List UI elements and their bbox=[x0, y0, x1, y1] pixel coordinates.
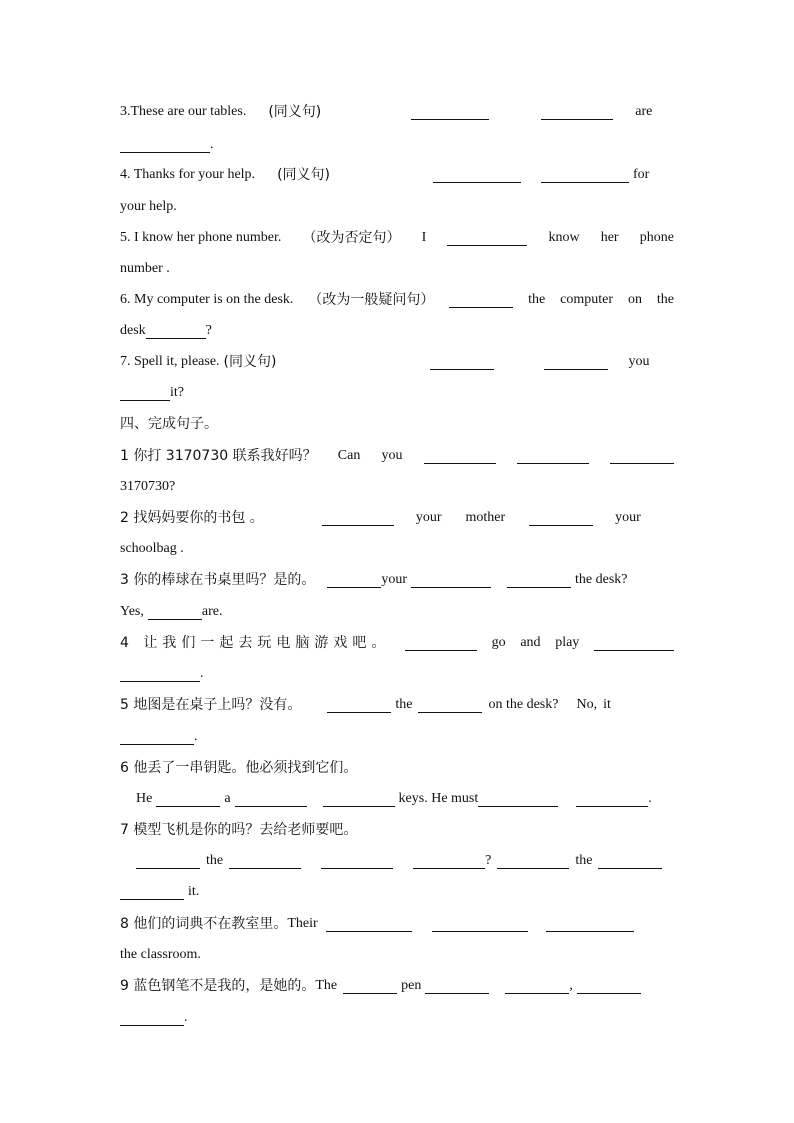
q6-hint: （改为一般疑问句） bbox=[308, 292, 435, 308]
s1-chinese: 1 你打 3170730 联系我好吗？ bbox=[120, 448, 317, 464]
s8-line bbox=[120, 912, 674, 932]
q6-question-mark: ? bbox=[205, 323, 212, 338]
s2-word-your: your bbox=[415, 510, 442, 525]
answer-blank[interactable] bbox=[447, 231, 527, 246]
answer-blank[interactable] bbox=[449, 293, 513, 308]
answer-blank[interactable] bbox=[541, 168, 629, 183]
q6-word-computer: computer bbox=[560, 292, 614, 307]
q5-line bbox=[120, 226, 674, 246]
s1-word-you: you bbox=[381, 448, 403, 463]
s5-line-2 bbox=[120, 725, 674, 745]
answer-blank[interactable] bbox=[425, 979, 489, 994]
s6-word-a: a bbox=[224, 791, 231, 806]
s6-word-he: He bbox=[136, 791, 153, 806]
s1-word-can: Can bbox=[337, 448, 361, 463]
s9-line-2 bbox=[120, 1006, 674, 1026]
s2-word-mother: mother bbox=[465, 510, 506, 525]
s4-word-and: and bbox=[520, 635, 541, 650]
answer-blank[interactable] bbox=[120, 138, 210, 153]
q4-line bbox=[120, 163, 674, 183]
s7-word-the-2: the bbox=[575, 853, 593, 868]
q6-sentence: 6. My computer is on the desk. bbox=[120, 292, 294, 307]
s5-word-on-the-desk: on the desk? bbox=[488, 697, 559, 712]
answer-blank[interactable] bbox=[146, 324, 206, 339]
s3-word-the-desk: the desk? bbox=[575, 572, 628, 587]
answer-blank[interactable] bbox=[343, 979, 397, 994]
q4-line-2 bbox=[120, 195, 674, 215]
q6-word-the-2: the bbox=[656, 292, 674, 307]
q5-word-know: know bbox=[548, 230, 580, 245]
s9-line bbox=[120, 974, 674, 994]
s2-chinese: 2 找妈妈要你的书包 。 bbox=[120, 510, 264, 526]
answer-blank[interactable] bbox=[577, 979, 641, 994]
q3-word-are: are bbox=[635, 104, 653, 119]
q5-continuation: number . bbox=[120, 261, 170, 276]
s7-word-the: the bbox=[206, 853, 224, 868]
s5-word-no: No, bbox=[576, 697, 598, 712]
section-4-title: 四、完成句子。 bbox=[120, 416, 218, 432]
s8-line-2 bbox=[120, 943, 674, 963]
answer-blank[interactable] bbox=[321, 854, 393, 869]
answer-blank[interactable] bbox=[413, 854, 485, 869]
s3-word-yes: Yes, bbox=[120, 604, 144, 619]
answer-blank[interactable] bbox=[433, 168, 521, 183]
q3-sentence: 3.These are our tables. bbox=[120, 104, 247, 119]
answer-blank[interactable] bbox=[576, 792, 648, 807]
answer-blank[interactable] bbox=[517, 449, 589, 464]
answer-blank[interactable] bbox=[610, 449, 674, 464]
answer-blank[interactable] bbox=[478, 792, 558, 807]
q5-sentence: 5. I know her phone number. bbox=[120, 230, 282, 245]
answer-blank[interactable] bbox=[405, 636, 477, 651]
answer-blank[interactable] bbox=[327, 698, 391, 713]
q4-sentence: 4. Thanks for your help. bbox=[120, 167, 256, 182]
answer-blank[interactable] bbox=[120, 885, 184, 900]
s7-heading-line bbox=[120, 818, 674, 838]
q7-word-it: it? bbox=[170, 385, 184, 400]
s6-heading-line bbox=[120, 756, 674, 776]
q6-line-2 bbox=[120, 319, 674, 339]
q4-word-for: for bbox=[633, 167, 650, 182]
answer-blank[interactable] bbox=[594, 636, 674, 651]
s6-word-keys-he-must: keys. He must bbox=[398, 791, 479, 806]
s7-line-2 bbox=[120, 880, 674, 900]
s6-chinese: 6 他丢了一串钥匙。他必须找到它们。 bbox=[120, 760, 358, 776]
s4-line-2 bbox=[120, 662, 674, 682]
s9-word-the: The bbox=[315, 978, 338, 993]
q5-line-2 bbox=[120, 257, 674, 277]
s7-word-it: it. bbox=[188, 884, 200, 899]
s2-continuation: schoolbag . bbox=[120, 541, 184, 556]
answer-blank[interactable] bbox=[326, 917, 412, 932]
q7-line bbox=[120, 350, 674, 370]
s1-line-2 bbox=[120, 475, 674, 495]
answer-blank[interactable] bbox=[156, 792, 220, 807]
answer-blank[interactable] bbox=[544, 355, 608, 370]
s9-chinese: 9 蓝色钢笔不是我的，是她的。 bbox=[120, 978, 316, 994]
s4-chinese: 4 让我们一起去玩电脑游戏吧。 bbox=[120, 635, 391, 651]
answer-blank[interactable] bbox=[323, 792, 395, 807]
s8-word-their: Their bbox=[287, 916, 318, 931]
s1-number: 3170730? bbox=[120, 479, 176, 494]
q7-sentence: 7. Spell it, please. bbox=[120, 354, 220, 369]
answer-blank[interactable] bbox=[120, 1011, 184, 1026]
answer-blank[interactable] bbox=[424, 449, 496, 464]
s3-line bbox=[120, 568, 674, 588]
s4-period: . bbox=[200, 666, 204, 681]
s8-chinese: 8 他们的词典不在教室里。 bbox=[120, 916, 288, 932]
answer-blank[interactable] bbox=[411, 573, 491, 588]
s2-line-2 bbox=[120, 537, 674, 557]
answer-blank[interactable] bbox=[327, 573, 381, 588]
answer-blank[interactable] bbox=[598, 854, 662, 869]
answer-blank[interactable] bbox=[136, 854, 200, 869]
s4-word-go: go bbox=[491, 635, 506, 650]
answer-blank[interactable] bbox=[120, 730, 194, 745]
answer-blank[interactable] bbox=[546, 917, 634, 932]
q6-word-desk: desk bbox=[120, 323, 146, 338]
s5-word-it: it bbox=[603, 697, 611, 712]
s3-word-are: are. bbox=[201, 604, 223, 619]
s9-word-pen: pen bbox=[401, 978, 422, 993]
answer-blank[interactable] bbox=[120, 667, 200, 682]
answer-blank[interactable] bbox=[541, 105, 613, 120]
q4-continuation: your help. bbox=[120, 199, 177, 214]
q6-word-the: the bbox=[528, 292, 546, 307]
q5-hint: （改为否定句） bbox=[302, 230, 401, 246]
answer-blank[interactable] bbox=[322, 511, 394, 526]
s4-line bbox=[120, 631, 674, 651]
s4-word-play: play bbox=[555, 635, 580, 650]
answer-blank[interactable] bbox=[432, 917, 528, 932]
answer-blank[interactable] bbox=[430, 355, 494, 370]
s9-period: . bbox=[184, 1010, 188, 1025]
q5-word-her: her bbox=[600, 230, 619, 245]
s5-line bbox=[120, 693, 674, 713]
answer-blank[interactable] bbox=[418, 698, 482, 713]
answer-blank[interactable] bbox=[529, 511, 593, 526]
answer-blank[interactable] bbox=[148, 605, 202, 620]
q3-line-2 bbox=[120, 133, 674, 153]
s7-line bbox=[120, 849, 674, 869]
q3-hint: (同义句) bbox=[268, 104, 322, 120]
s2-line bbox=[120, 506, 674, 526]
q7-line-2 bbox=[120, 381, 674, 401]
s5-chinese: 5 地图是在桌子上吗？没有。 bbox=[120, 697, 302, 713]
q7-word-you: you bbox=[628, 354, 650, 369]
answer-blank[interactable] bbox=[411, 105, 489, 120]
answer-blank[interactable] bbox=[235, 792, 307, 807]
answer-blank[interactable] bbox=[497, 854, 569, 869]
answer-blank[interactable] bbox=[507, 573, 571, 588]
q5-word-i: I bbox=[421, 230, 427, 245]
s6-line bbox=[120, 787, 674, 807]
s2-word-your-2: your bbox=[615, 510, 641, 525]
s5-word-the: the bbox=[395, 697, 413, 712]
q6-line bbox=[120, 288, 674, 308]
answer-blank[interactable] bbox=[229, 854, 301, 869]
s1-line bbox=[120, 444, 674, 464]
section-4-heading bbox=[120, 412, 674, 432]
s3-line-2 bbox=[120, 600, 674, 620]
q5-word-phone: phone bbox=[639, 230, 674, 245]
q6-word-on: on bbox=[627, 292, 642, 307]
q3-period: . bbox=[210, 137, 214, 152]
answer-blank[interactable] bbox=[505, 979, 569, 994]
s3-chinese: 3 你的棒球在书桌里吗？是的。 bbox=[120, 572, 316, 588]
s3-word-your: your bbox=[381, 572, 408, 587]
q7-hint: (同义句) bbox=[223, 354, 277, 370]
answer-blank[interactable] bbox=[120, 386, 170, 401]
s7-question-mark: ? bbox=[485, 853, 492, 868]
q4-hint: (同义句) bbox=[277, 167, 330, 183]
s6-period: . bbox=[648, 791, 652, 806]
q3-line bbox=[120, 100, 674, 120]
s5-period: . bbox=[194, 729, 198, 744]
s7-chinese: 7 模型飞机是你的吗？去给老师要吧。 bbox=[120, 822, 358, 838]
s8-continuation: the classroom. bbox=[120, 947, 201, 962]
s9-comma: , bbox=[569, 978, 573, 993]
